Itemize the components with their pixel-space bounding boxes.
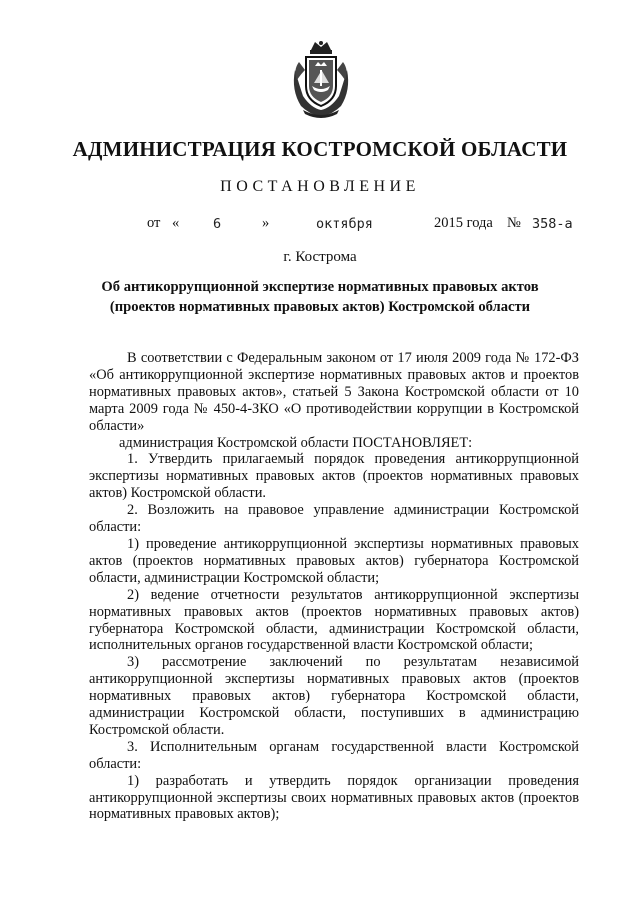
paragraph-item-3: 3. Исполнительным органам государственной власти Костромской области: bbox=[89, 738, 579, 772]
paragraph-item-2-3: 3) рассмотрение заключений по результатам независимой антикоррупционной экспертизы нормативных правовых актов (проектов нормативных правовых актов) губернатора Костромской области, администрации Костромской области, поступивших в администрацию Костромской области. bbox=[89, 654, 579, 738]
date-month: октября bbox=[316, 216, 373, 232]
paragraph-resolves: администрация Костромской области ПОСТАНОВЛЯЕТ: bbox=[119, 434, 473, 451]
document-body bbox=[89, 350, 579, 823]
close-quote: » bbox=[262, 215, 270, 231]
paragraph-item-2: 2. Возложить на правовое управление администрации Костромской области: bbox=[89, 502, 579, 536]
date-line bbox=[0, 215, 640, 235]
date-year: 2015 года bbox=[434, 215, 493, 231]
document-title bbox=[60, 277, 580, 317]
date-prefix: от bbox=[147, 215, 161, 231]
city: г. Кострома bbox=[283, 249, 357, 265]
title-line-2: (проектов нормативных правовых актов) Костромской области bbox=[109, 299, 531, 315]
organization-name: АДМИНИСТРАЦИЯ КОСТРОМСКОЙ ОБЛАСТИ bbox=[72, 137, 568, 161]
kostroma-coat-of-arms-icon bbox=[289, 40, 353, 120]
paragraph-item-1: 1. Утвердить прилагаемый порядок проведения антикоррупционной экспертизы нормативных правовых актов (проектов нормативных правовых актов) Костромской области. bbox=[89, 451, 579, 502]
title-line-1: Об антикоррупционной экспертизе нормативных правовых актов bbox=[101, 279, 539, 295]
document-type: ПОСТАНОВЛЕНИЕ bbox=[220, 178, 420, 195]
paragraph-preamble: В соответствии с Федеральным законом от 17 июля 2009 года № 172-ФЗ «Об антикоррупционной экспертизе нормативных правовых актов и проектов нормативных правовых актов», статьей 5 Закона Костромской области от 10 марта 2009 года № 450-4-ЗКО «О противодействии коррупции в Костромской области» bbox=[89, 350, 579, 434]
paragraph-item-2-1: 1) проведение антикоррупционной экспертизы нормативных правовых актов (проектов нормативных правовых актов) губернатора Костромской области, администрации Костромской области; bbox=[89, 535, 579, 586]
paragraph-item-2-2: 2) ведение отчетности результатов антикоррупционной экспертизы нормативных правовых актов (проектов нормативных правовых актов) губернатора Костромской области, администрации Костромской области, исполнительных органов государственной власти Костромской области; bbox=[89, 586, 579, 654]
date-day: 6 bbox=[213, 216, 222, 232]
paragraph-item-3-1: 1) разработать и утвердить порядок организации проведения антикоррупционной экспертизы своих нормативных правовых актов (проектов нормативных правовых актов); bbox=[89, 772, 579, 823]
open-quote: « bbox=[172, 215, 180, 231]
number-sign: № bbox=[507, 215, 521, 231]
document-number: 358-а bbox=[532, 216, 573, 232]
